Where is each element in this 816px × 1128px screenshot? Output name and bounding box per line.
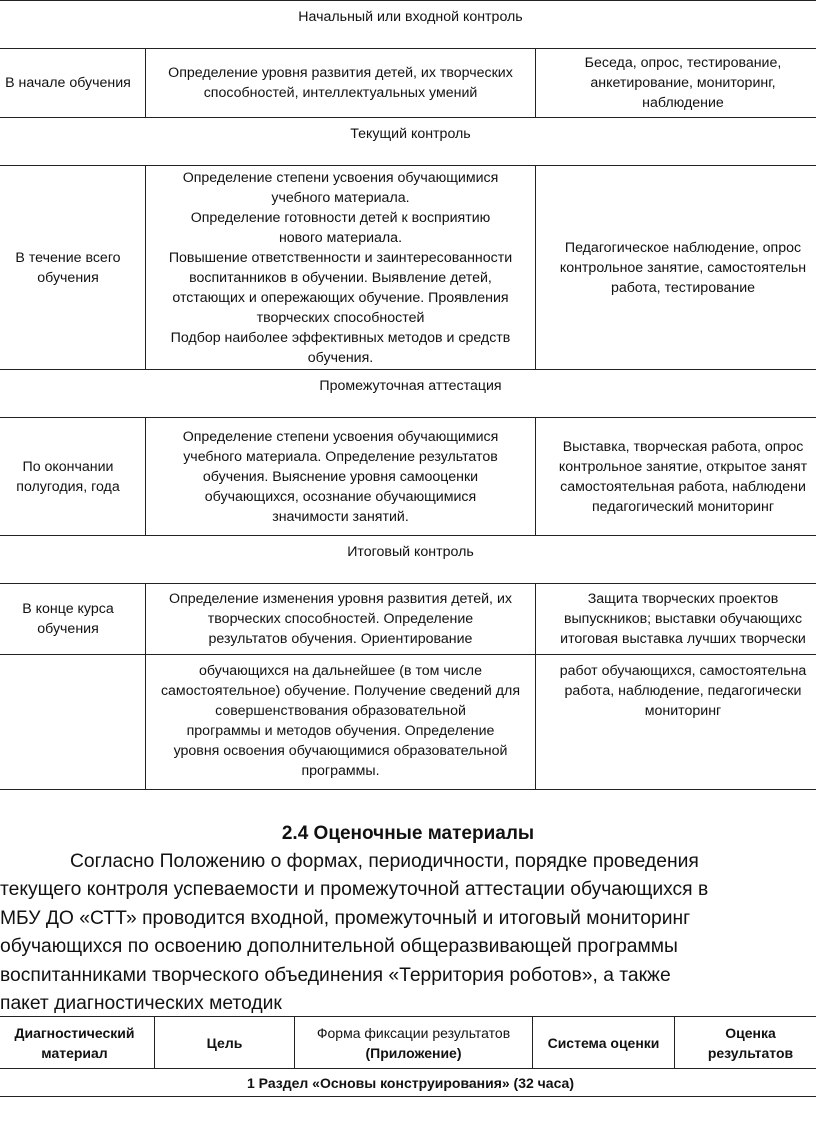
goal-text: Определение изменения уровня развития детей, их [169, 591, 512, 607]
goal-cell [146, 655, 536, 790]
table-row [0, 655, 816, 790]
form-text: педагогический мониторинг [591, 498, 775, 515]
form-text: работа, тестирование [610, 279, 756, 296]
section-row [0, 536, 816, 584]
goal-text: обучения. Выяснение уровня самооценки [202, 468, 479, 485]
table-row [0, 49, 816, 118]
form-cell [536, 584, 816, 655]
period-cell [0, 655, 146, 790]
goal-text: Определение степени усвоения обучающимися [182, 169, 499, 186]
period-text: По окончании [22, 458, 114, 475]
form-text: анкетирование, мониторинг, [590, 75, 776, 91]
goal-text: уровня освоения обучающимися образовательной [173, 743, 508, 759]
period-cell [0, 418, 146, 536]
section-title-intermediate: Промежуточная аттестация [0, 370, 816, 418]
goal-text: программы и методов обучения. Определение [186, 723, 495, 739]
period-text: обучения [37, 621, 99, 637]
section-row [0, 1, 816, 49]
table-row [0, 418, 816, 536]
goal-text: обучения. [307, 349, 374, 366]
goal-text: совершенствования образовательной [215, 703, 466, 719]
period-text: полугодия, года [16, 478, 120, 495]
form-text: контрольное занятие, самостоятельн [559, 259, 807, 276]
goal-text: Определение готовности детей к восприятию [190, 209, 491, 226]
form-cell [536, 655, 816, 790]
goal-text: учебного материала. Определение результатов [183, 448, 498, 465]
goal-text: Повышение ответственности и заинтересованности [168, 249, 513, 266]
paragraph-line: МБУ ДО «СТТ» проводится входной, промежуточный и итоговый мониторинг [0, 907, 691, 929]
section-title-construction: 1 Раздел «Основы конструирования» (32 часа) [0, 1069, 816, 1097]
form-text: контрольное занятие, открытое занят [558, 458, 808, 475]
form-cell [536, 49, 816, 118]
period-cell [0, 166, 146, 370]
goal-cell [146, 418, 536, 536]
form-cell [536, 418, 816, 536]
goal-text: учебного материала. [271, 189, 410, 206]
paragraph-line: обучающихся по освоению дополнительной общеразвивающей программы [0, 936, 678, 958]
goal-text: обучающихся на дальнейшее (в том числе [199, 663, 482, 679]
section-row [0, 370, 816, 418]
paragraph-line: Согласно Положению о формах, периодичности, порядке проведения [70, 851, 699, 872]
goal-text: Определение степени усвоения обучающимися [182, 428, 499, 445]
goal-text: нового материала. [278, 229, 403, 246]
section-title-current: Текущий контроль [0, 118, 816, 166]
section-row [0, 1069, 816, 1097]
paragraph-line: текущего контроля успеваемости и промежуточной аттестации обучающихся в [0, 879, 709, 901]
goal-text: воспитанников в обучении. Выявление детей, [189, 269, 492, 286]
goal-text: творческих способностей. Определение [207, 611, 474, 627]
form-text: Защита творческих проектов [587, 591, 779, 607]
goal-cell [146, 49, 536, 118]
table-row [0, 584, 816, 655]
form-text: работ обучающихся, самостоятельна [559, 663, 807, 679]
form-text: самостоятельная работа, наблюдени [560, 478, 806, 495]
period-text: В течение всего [15, 249, 121, 266]
goal-text: способностей, интеллектуальных умений [203, 85, 478, 101]
form-text: Педагогическое наблюдение, опрос [564, 239, 802, 256]
period-text: обучения [37, 269, 99, 286]
section-row [0, 118, 816, 166]
section-heading: 2.4 Оценочные материалы [281, 823, 535, 844]
goal-text: самостоятельное) обучение. Получение сведений для [160, 683, 521, 699]
goal-text: обучающихся, осознание обучающимися [204, 488, 477, 505]
period-cell [0, 49, 146, 118]
paragraph-line: воспитанниками творческого объединения «Территория роботов», а также [0, 964, 671, 986]
form-text: наблюдение [642, 95, 724, 111]
header-evaluation: Оценка результатов [675, 1017, 816, 1069]
form-text: Выставка, творческая работа, опрос [562, 438, 804, 455]
period-text: В конце курса [22, 601, 114, 617]
section-title-final: Итоговый контроль [0, 536, 816, 584]
form-text: Беседа, опрос, тестирование, [584, 55, 782, 71]
period-text: В начале обучения [5, 75, 131, 91]
form-text: работа, наблюдение, педагогически [564, 683, 802, 699]
header-goal: Цель [155, 1017, 295, 1069]
period-cell [0, 584, 146, 655]
table-header-row [0, 1017, 816, 1069]
goal-text: Определение уровня развития детей, их творческих [168, 65, 513, 81]
form-cell [536, 166, 816, 370]
table-row [0, 166, 816, 370]
goal-text: значимости занятий. [272, 508, 409, 525]
paragraph-line: пакет диагностических методик [0, 993, 282, 1015]
form-text: мониторинг [644, 703, 722, 719]
header-form: Форма фиксации результатов (Приложение) [295, 1017, 533, 1069]
goal-text: отстающих и опережающих обучение. Проявления [172, 289, 509, 306]
section-title-initial: Начальный или входной контроль [0, 1, 816, 49]
body-paragraph [0, 848, 816, 1018]
goal-text: Подбор наиболее эффективных методов и средств [170, 329, 511, 346]
goal-cell [146, 584, 536, 655]
goal-text: программы. [301, 763, 380, 779]
form-text: выпускников; выставки обучающихс [563, 611, 803, 627]
header-system: Система оценки [533, 1017, 675, 1069]
form-text: итоговая выставка лучших творчески [560, 631, 806, 647]
goal-text: творческих способностей [256, 309, 425, 326]
diagnostic-table [0, 1016, 816, 1097]
goal-cell [146, 166, 536, 370]
goal-text: результатов обучения. Ориентирование [208, 631, 473, 647]
header-material: Диагностический материал [0, 1017, 155, 1069]
